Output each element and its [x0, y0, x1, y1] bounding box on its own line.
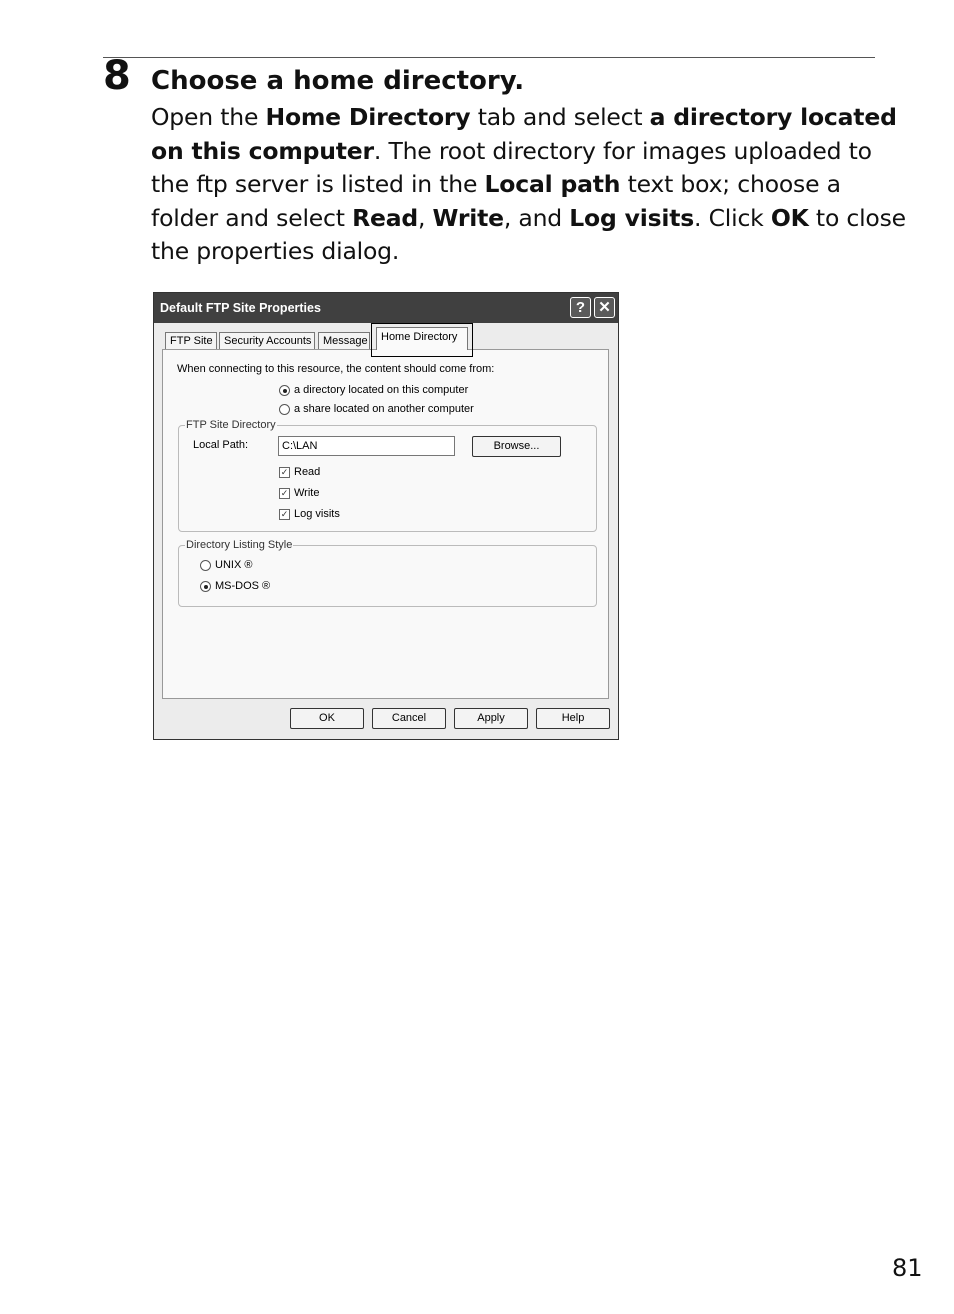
bold-run: Read [352, 203, 418, 232]
instruction-line-2 [151, 135, 881, 169]
tab-ftp-site[interactable]: FTP Site [165, 332, 217, 350]
instruction-line-3 [151, 168, 881, 202]
step-title: Choose a home directory. [151, 66, 525, 96]
listing-style-group [178, 545, 597, 607]
text-run: tab and select [470, 103, 650, 131]
ftp-site-directory-legend: FTP Site Directory [186, 419, 276, 431]
help-icon[interactable]: ? [570, 297, 591, 318]
bold-run: Write [432, 203, 504, 232]
bold-run: a directory located [649, 103, 897, 131]
radio-network-share[interactable] [279, 404, 290, 415]
close-icon[interactable]: ✕ [594, 297, 615, 318]
tab-security-accounts[interactable]: Security Accounts [219, 332, 315, 350]
radio-ms-dos[interactable] [200, 581, 211, 592]
listing-style-legend: Directory Listing Style [186, 539, 293, 551]
step-number: 8 [103, 53, 131, 99]
text-run: text box; choose a [620, 170, 841, 199]
bold-run: Home Directory [265, 103, 471, 131]
text-run: . The root directory for images uploaded to [373, 136, 872, 165]
cancel-button[interactable]: Cancel [372, 708, 446, 729]
instructions-paragraph [151, 101, 906, 269]
dialog-title: Default FTP Site Properties [160, 301, 321, 315]
text-run: the ftp server is listed in the [151, 170, 485, 199]
radio-unix-label: UNIX ® [215, 559, 253, 571]
log-visits-checkbox-label: Log visits [294, 508, 340, 520]
text-run: folder and select [151, 203, 353, 232]
log-visits-checkbox[interactable]: ✓ [280, 509, 289, 519]
local-path-label: Local Path: [193, 439, 249, 451]
tab-home-directory[interactable]: Home Directory [376, 327, 468, 350]
bold-run: Local path [484, 170, 621, 199]
text-run: , [417, 203, 433, 232]
read-checkbox[interactable]: ✓ [280, 467, 289, 477]
instruction-line-1 [151, 101, 897, 135]
radio-local-directory-label: a directory located on this computer [294, 384, 469, 396]
text-run: . Click [694, 203, 771, 232]
tab-panel-home-directory [162, 349, 609, 699]
bold-run: on this computer [151, 136, 374, 165]
write-checkbox[interactable]: ✓ [280, 488, 289, 498]
browse-button[interactable]: Browse... [472, 436, 561, 457]
text-run: Open the [151, 103, 266, 131]
page-number: 81 [892, 1254, 923, 1282]
tab-message[interactable]: Message [318, 332, 370, 350]
text-run: , and [503, 203, 570, 232]
top-rule [103, 57, 875, 58]
help-button[interactable]: Help [536, 708, 610, 729]
radio-ms-dos-label: MS-DOS ® [215, 580, 271, 592]
radio-unix[interactable] [200, 560, 211, 571]
ok-button[interactable]: OK [290, 708, 364, 729]
instruction-line-4 [151, 202, 906, 236]
radio-network-share-label: a share located on another computer [294, 403, 474, 415]
read-checkbox-label: Read [294, 466, 321, 478]
ftp-properties-dialog [153, 292, 619, 740]
source-prompt: When connecting to this resource, the content should come from: [177, 363, 495, 375]
apply-button[interactable]: Apply [454, 708, 528, 729]
dialog-titlebar [154, 293, 618, 323]
text-run: to close [808, 203, 906, 232]
instruction-line-5: the properties dialog. [151, 237, 400, 266]
write-checkbox-label: Write [294, 487, 320, 499]
local-path-input[interactable]: C:\LAN [278, 436, 455, 456]
bold-run: OK [770, 203, 809, 232]
radio-local-directory[interactable] [279, 385, 290, 396]
bold-run: Log visits [569, 203, 695, 232]
